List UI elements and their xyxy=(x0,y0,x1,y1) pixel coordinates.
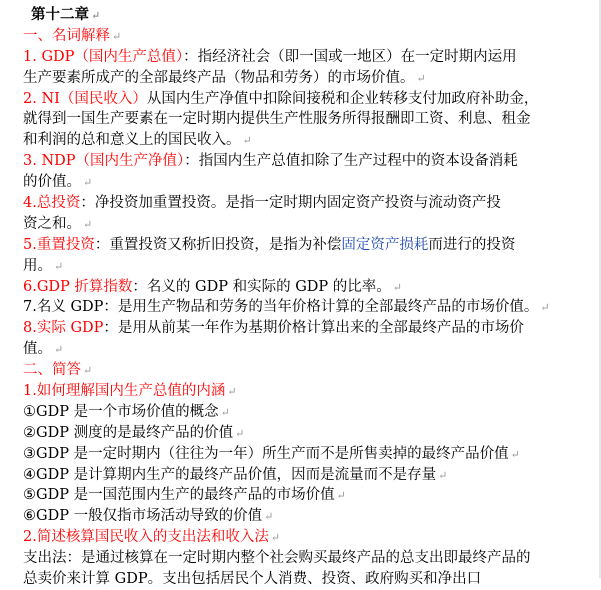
term-label: 3. NDP（国内生产净值） xyxy=(23,153,185,170)
paragraph-mark: ↵ xyxy=(227,385,237,399)
term-line: 5.重置投资：重置投资又称折旧投资，是指为补偿固定资产损耗而进行的投资 xyxy=(23,236,516,253)
paragraph-mark: ↵ xyxy=(220,405,230,419)
answer-line: 总卖价来计算 GDP。支出包括居民个人消费、投资、政府购买和净出口 xyxy=(23,571,482,588)
answer-line: 支出法：是通过核算在一定时期内整个社会购买最终产品的总支出即最终产品的 xyxy=(23,550,531,567)
term-line: 的价值。 ↵ xyxy=(23,174,93,191)
paragraph-mark: ↵ xyxy=(540,301,550,315)
term-label: 4.总投资 xyxy=(23,195,81,212)
paragraph-mark: ↵ xyxy=(83,176,93,190)
term-line: 1. GDP（国内生产总值）：指经济社会（即一国或一地区）在一定时期内运用 xyxy=(23,48,517,65)
section-heading: 一、名词解释 ↵ xyxy=(23,27,122,44)
term-line: 就得到一国生产要素在一定时期内提供生产性服务所得报酬即工资、利息、租金 xyxy=(23,111,531,128)
list-item: ②GDP 测度的是最终产品的价值 ↵ xyxy=(23,424,245,441)
term-line: 和利润的总和意义上的国民收入。 ↵ xyxy=(23,132,252,149)
paragraph-mark: ↵ xyxy=(270,531,281,545)
paragraph-mark: ↵ xyxy=(83,364,93,378)
paragraph-mark: ↵ xyxy=(510,447,520,461)
paragraph-mark: ↵ xyxy=(242,134,252,148)
term-line: 3. NDP（国内生产净值）：指国内生产总值扣除了生产过程中的资本设备消耗 xyxy=(23,153,518,170)
term-line: 用。 ↵ xyxy=(23,257,64,274)
paragraph-mark: ↵ xyxy=(91,9,101,22)
paragraph-mark: ↵ xyxy=(83,217,93,231)
paragraph-mark: ↵ xyxy=(416,71,426,85)
list-item: ⑤GDP 是一国范围内生产的最终产品的市场价值 ↵ xyxy=(23,487,346,504)
term-line: 资之和。 ↵ xyxy=(23,215,93,232)
section-heading: 二、简答 ↵ xyxy=(23,362,93,379)
paragraph-mark: ↵ xyxy=(54,343,64,357)
list-item: ④GDP 是计算期内生产的最终产品价值，因而是流量而不是存量 ↵ xyxy=(23,466,448,483)
term-line: 2. NI（国民收入）从国内生产净值中扣除间接税和企业转移支付加政府补助金， xyxy=(23,90,539,107)
term-line: 值。 ↵ xyxy=(23,341,64,358)
term-label: 8.实际 GDP xyxy=(23,320,104,337)
list-item: ①GDP 是一个市场价值的概念 ↵ xyxy=(23,403,230,420)
term-line: 8.实际 GDP：是用从前某一年作为基期价格计算出来的全部最终产品的市场价 xyxy=(23,320,524,337)
term-label: 2. NI（国民收入） xyxy=(23,90,147,107)
term-line: 7.名义 GDP：是用生产物品和劳务的当年价格计算的全部最终产品的市场价值。 ↵ xyxy=(23,299,550,316)
term-line: 4.总投资：净投资加重置投资。是指一定时期内固定资产投资与流动资产投 xyxy=(23,195,501,212)
paragraph-mark: ↵ xyxy=(336,489,346,503)
paragraph-mark: ↵ xyxy=(264,510,274,524)
term-label: 6.GDP 折算指数 xyxy=(23,278,133,295)
question-title: 2.简述核算国民收入的支出法和收入法 ↵ xyxy=(23,529,281,546)
question-title: 1.如何理解国内生产总值的内涵 ↵ xyxy=(23,383,237,400)
term-label: 5.重置投资 xyxy=(23,236,95,253)
hyperlink[interactable]: 固定资产损耗 xyxy=(341,236,429,253)
list-item: ⑥GDP 一般仅指市场活动导致的价值 ↵ xyxy=(23,508,274,525)
paragraph-mark: ↵ xyxy=(438,468,448,482)
term-label: 1. GDP（国内生产总值） xyxy=(23,48,184,65)
list-item: ③GDP 是一定时期内（往往为一年）所生产而不是所售卖掉的最终产品价值 ↵ xyxy=(23,445,520,462)
paragraph-mark: ↵ xyxy=(392,280,403,294)
paragraph-mark: ↵ xyxy=(112,29,122,43)
document-body xyxy=(23,5,583,590)
chapter-title: 第十二章 ↵ xyxy=(31,6,101,23)
term-line: 生产要素所成产的全部最终产品（物品和劳务）的市场价值。 ↵ xyxy=(23,69,426,86)
term-label: 7.名义 GDP xyxy=(23,299,104,316)
paragraph-mark: ↵ xyxy=(54,259,64,273)
term-line: 6.GDP 折算指数：名义的 GDP 和实际的 GDP 的比率。 ↵ xyxy=(23,278,403,295)
paragraph-mark: ↵ xyxy=(235,426,245,440)
